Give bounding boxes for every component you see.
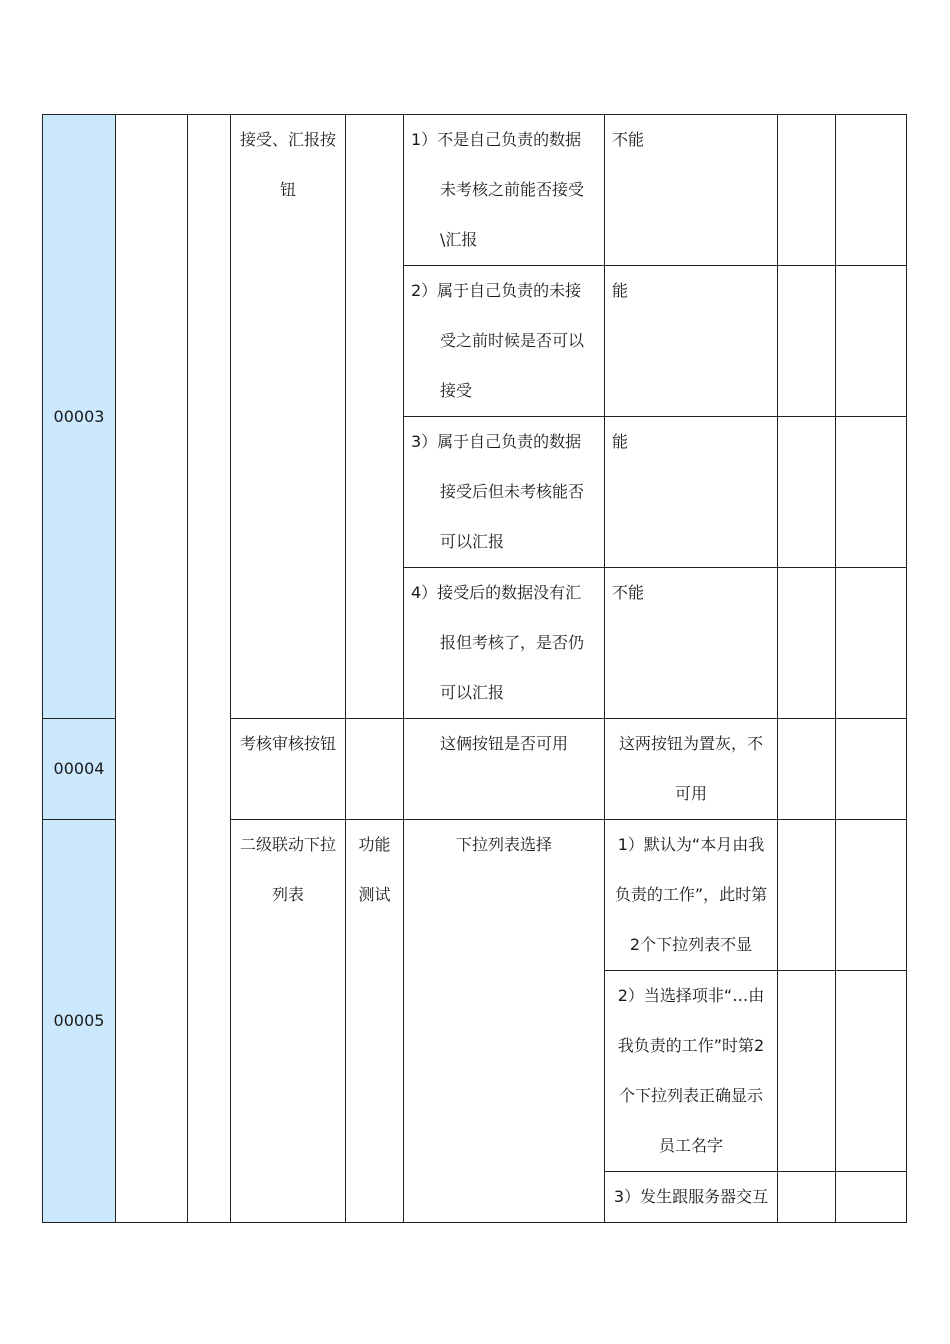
check-text: 4）接受后的数据没有汇报但考核了，是否仍可以汇报	[411, 583, 585, 702]
empty-cell	[836, 719, 907, 820]
expected-cell: 1）默认为“本月由我负责的工作”，此时第2个下拉列表不显	[605, 820, 778, 971]
check-cell: 下拉列表选择	[404, 820, 605, 1223]
case-id-cell: 00005	[43, 820, 116, 1223]
empty-cell	[778, 971, 836, 1172]
check-text: 2）属于自己负责的未接受之前时候是否可以接受	[411, 281, 585, 400]
empty-cell	[778, 1172, 836, 1223]
empty-cell	[116, 115, 188, 1223]
check-text: 1）不是自己负责的数据未考核之前能否接受\汇报	[411, 130, 585, 249]
empty-cell	[778, 266, 836, 417]
check-cell	[404, 568, 605, 719]
expected-cell: 2）当选择项非“…由我负责的工作”时第2个下拉列表正确显示员工名字	[605, 971, 778, 1172]
case-id-cell: 00004	[43, 719, 116, 820]
empty-cell	[836, 568, 907, 719]
expected-cell: 3）发生跟服务器交互	[605, 1172, 778, 1223]
case-id-cell: 00003	[43, 115, 116, 719]
expected-cell: 能	[605, 266, 778, 417]
element-cell: 二级联动下拉列表	[231, 820, 346, 1223]
empty-cell	[346, 115, 404, 719]
check-cell	[404, 266, 605, 417]
type-cell: 功能测试	[346, 820, 404, 1223]
expected-cell: 能	[605, 417, 778, 568]
empty-cell	[836, 266, 907, 417]
table-row	[43, 115, 907, 266]
expected-cell: 这两按钮为置灰，不可用	[605, 719, 778, 820]
empty-cell	[836, 1172, 907, 1223]
empty-cell	[778, 568, 836, 719]
element-cell: 考核审核按钮	[231, 719, 346, 820]
empty-cell	[778, 115, 836, 266]
check-text: 3）属于自己负责的数据接受后但未考核能否可以汇报	[411, 432, 585, 551]
check-cell	[404, 115, 605, 266]
check-cell: 这俩按钮是否可用	[404, 719, 605, 820]
empty-cell	[778, 719, 836, 820]
empty-cell	[188, 115, 231, 1223]
element-cell: 接受、汇报按钮	[231, 115, 346, 719]
empty-cell	[836, 417, 907, 568]
empty-cell	[778, 820, 836, 971]
empty-cell	[836, 820, 907, 971]
expected-cell: 不能	[605, 115, 778, 266]
expected-cell: 不能	[605, 568, 778, 719]
empty-cell	[346, 719, 404, 820]
empty-cell	[836, 971, 907, 1172]
empty-cell	[778, 417, 836, 568]
test-case-table	[42, 114, 907, 1223]
check-cell	[404, 417, 605, 568]
empty-cell	[836, 115, 907, 266]
